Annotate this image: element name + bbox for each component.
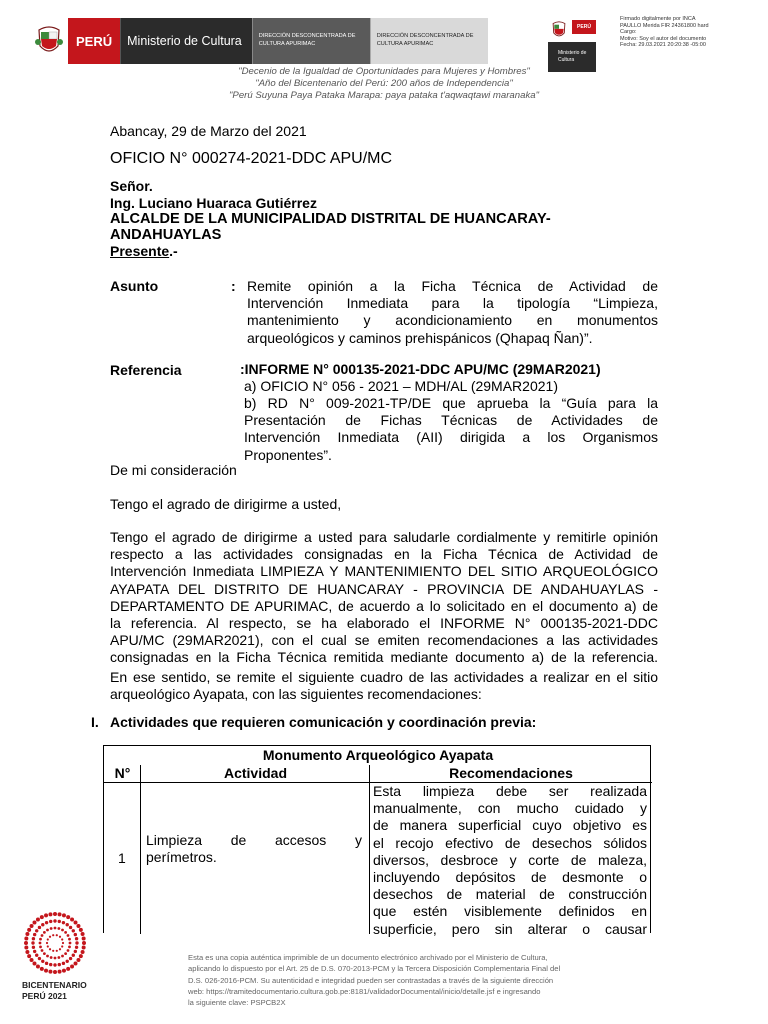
signature-line: Cargo: xyxy=(620,29,637,36)
bicentenario-text xyxy=(22,980,87,1002)
presente-suffix: .- xyxy=(169,243,178,259)
ministry-name: Ministerio de Cultura xyxy=(120,18,252,64)
bicentenario-line: BICENTENARIO xyxy=(22,980,87,990)
row-recommendation xyxy=(373,783,647,938)
recommendation-line: que estén visiblemente definidos en xyxy=(373,903,647,920)
recipient-title: ANDAHUAYLAS xyxy=(110,227,222,243)
peru-shield-icon xyxy=(548,18,570,42)
recommendation-line: manualmente, con mucho cuidado y xyxy=(373,800,647,817)
asunto-text xyxy=(247,278,658,347)
motto-line: "Perú Suyuna Paya Pataka Marapa: paya pataka t'aqwaqtawi maranaka" xyxy=(229,89,539,101)
signature-line: Fecha: 29.03.2021 20:20:38 -05:00 xyxy=(620,42,706,49)
referencia-b-line: b) RD N° 009-2021-TP/DE que aprueba la “Guía para la xyxy=(244,395,658,411)
row-number: 1 xyxy=(118,850,126,866)
referencia-main: :INFORME N° 000135-2021-DDC APU/MC (29MAR2021) xyxy=(240,361,601,377)
asunto-label: Asunto xyxy=(110,278,159,294)
header-recommendations: Recomendaciones xyxy=(449,765,573,781)
paragraph-line: consignadas en la Ficha Técnica remitida mediante documento a) de la referencia. xyxy=(110,649,658,666)
directorate-label-2: DIRECCIÓN DESCONCENTRADA DE CULTURA APURIMAC xyxy=(370,18,488,64)
asunto-line: Remite opinión a la Ficha Técnica de Actividad de xyxy=(247,278,658,294)
disclaimer-line: la siguiente clave: PSPCB2X xyxy=(188,998,286,1008)
year-mottos xyxy=(0,66,768,102)
paragraph-line: Tengo el agrado de dirigirme a usted para saludarle cordialmente y remitirle opinión xyxy=(110,529,658,545)
recommendation-line: el recojo efectivo de desechos sólidos xyxy=(373,834,647,851)
paragraph-line: APU/MC (29MAR2021), con el cual se emiten recomendaciones a las actividades xyxy=(110,632,658,649)
directorate-label-1: DIRECCIÓN DESCONCENTRADA DE CULTURA APURIMAC xyxy=(252,18,370,64)
authenticity-disclaimer xyxy=(188,952,768,1008)
recommendation-line: incluyendo depósitos de desmonte o xyxy=(373,869,647,886)
paragraph-line: DEPARTAMENTO DE APURIMAC, de acuerdo a lo solicitado en el documento a) de xyxy=(110,597,658,614)
referencia-b-line: Proponentes”. xyxy=(244,446,332,463)
table-header-row xyxy=(104,765,652,783)
disclaimer-line: aplicando lo dispuesto por el Art. 25 de D.S. 070-2013-PCM y la Tercera Disposición Complementaria Final del xyxy=(188,964,561,974)
asunto-line: arqueológicos y caminos prehispánicos (Qhapaq Ñan)”. xyxy=(247,329,593,346)
ministry-header-banner xyxy=(30,18,488,64)
header-activity: Actividad xyxy=(223,765,287,781)
paragraph-line: Intervención Inmediata LIMPIEZA Y MANTENIMIENTO DEL SITIO ARQUEOLÓGICO xyxy=(110,563,658,580)
disclaimer-line: web: https://tramitedocumentario.cultura.gob.pe:8181/validadorDocumental/inicio/detalle.jsf e ingresando xyxy=(188,986,541,996)
peru-shield-icon xyxy=(30,18,68,64)
recommendation-line: diversos, desbroce y corte de maleza, xyxy=(373,851,647,868)
section-title: Actividades que requieren comunicación y coordinación previa: xyxy=(110,714,537,730)
asunto-line: Intervención Inmediata para la tipología “Limpieza, xyxy=(247,295,658,312)
column-divider xyxy=(369,765,370,934)
salutation: Señor. xyxy=(110,178,153,194)
row-activity xyxy=(146,832,362,866)
paragraph-line: la referencia. Al respecto, se ha elaborado el INFORME N° 000135-2021-DDC xyxy=(110,615,658,632)
peru-label: PERÚ xyxy=(68,18,120,64)
referencia-b-line: Presentación de Fichas Técnicas de Actividades de xyxy=(244,412,658,429)
signature-line: PAULLO Merida FIR 24361800 hard xyxy=(620,22,709,29)
activity-line: perímetros. xyxy=(146,849,217,866)
paragraph-second xyxy=(110,669,658,703)
right-ministry-logo xyxy=(548,18,600,63)
disclaimer-line: Esta es una copia auténtica imprimible de un documento electrónico archivado por el Ministerio de Cultura, xyxy=(188,953,548,962)
asunto-line: mantenimiento y acondicionamiento en monumentos xyxy=(247,312,658,329)
bicentenario-logo-icon xyxy=(14,910,96,1020)
asunto-colon: : xyxy=(231,278,236,294)
table-title: Monumento Arqueológico Ayapata xyxy=(262,747,494,763)
place-date: Abancay, 29 de Marzo del 2021 xyxy=(110,123,307,139)
paragraph-line: AYAPATA DEL DISTRITO DE HUANCARAY - PROVINCIA DE ANDAHUAYLAS - xyxy=(110,580,658,597)
paragraph-line: En ese sentido, se remite el siguiente cuadro de las actividades a realizar en el sitio xyxy=(110,669,658,685)
bicentenario-line: PERÚ 2021 xyxy=(22,991,67,1001)
motto-line: "Decenio de la Igualdad de Oportunidades para Mujeres y Hombres" xyxy=(238,66,530,77)
recommendation-line: de manera superficial cuyo objetivo es xyxy=(373,817,647,834)
referencia-a: a) OFICIO N° 056 - 2021 – MDH/AL (29MAR2021) xyxy=(244,378,558,394)
recommendation-line: Esta limpieza debe ser realizada xyxy=(373,783,647,799)
activities-table xyxy=(103,745,651,937)
disclaimer-line: D.S. 026-2016-PCM. Su autenticidad e integridad pueden ser contrastadas a través de la siguiente dirección xyxy=(188,975,554,985)
signature-line: Firmado digitalmente por INCA xyxy=(620,16,696,22)
referencia-b xyxy=(244,395,658,464)
right-peru-label: PERÚ xyxy=(572,20,596,34)
section-number: I. xyxy=(91,714,99,730)
recommendation-line: desechos de material de construcción xyxy=(373,886,647,903)
paragraph-line: respecto a las actividades consignadas en la Ficha Técnica de Actividad de xyxy=(110,546,658,563)
column-divider xyxy=(140,765,141,934)
recipient-name: Ing. Luciano Huaraca Gutiérrez xyxy=(110,195,317,211)
referencia-b-line: Intervención Inmediata (AII) dirigida a los Organismos xyxy=(244,429,658,446)
referencia-label: Referencia xyxy=(110,362,182,378)
presente-line xyxy=(110,243,178,260)
paragraph-main xyxy=(110,529,658,667)
activity-line: Limpieza de accesos y xyxy=(146,832,362,848)
digital-signature xyxy=(620,16,766,49)
signature-line: Motivo: Soy el autor del documento xyxy=(620,35,707,42)
motto-line: "Año del Bicentenario del Perú: 200 años de Independencia" xyxy=(255,77,513,89)
consideration: De mi consideración xyxy=(110,462,237,478)
right-ministry-label: Ministerio de Cultura xyxy=(548,42,596,72)
recommendation-line: superficie, pero sin alterar o causar xyxy=(373,920,647,937)
presente-word: Presente xyxy=(110,243,170,259)
paragraph-line: arqueológico Ayapata, con las siguientes recomendaciones: xyxy=(110,686,482,703)
oficio-number: OFICIO N° 000274-2021-DDC APU/MC xyxy=(110,150,393,167)
header-number: N° xyxy=(114,765,131,781)
recipient-title: ALCALDE DE LA MUNICIPALIDAD DISTRITAL DE HUANCARAY- xyxy=(110,211,551,227)
greeting: Tengo el agrado de dirigirme a usted, xyxy=(110,496,342,512)
